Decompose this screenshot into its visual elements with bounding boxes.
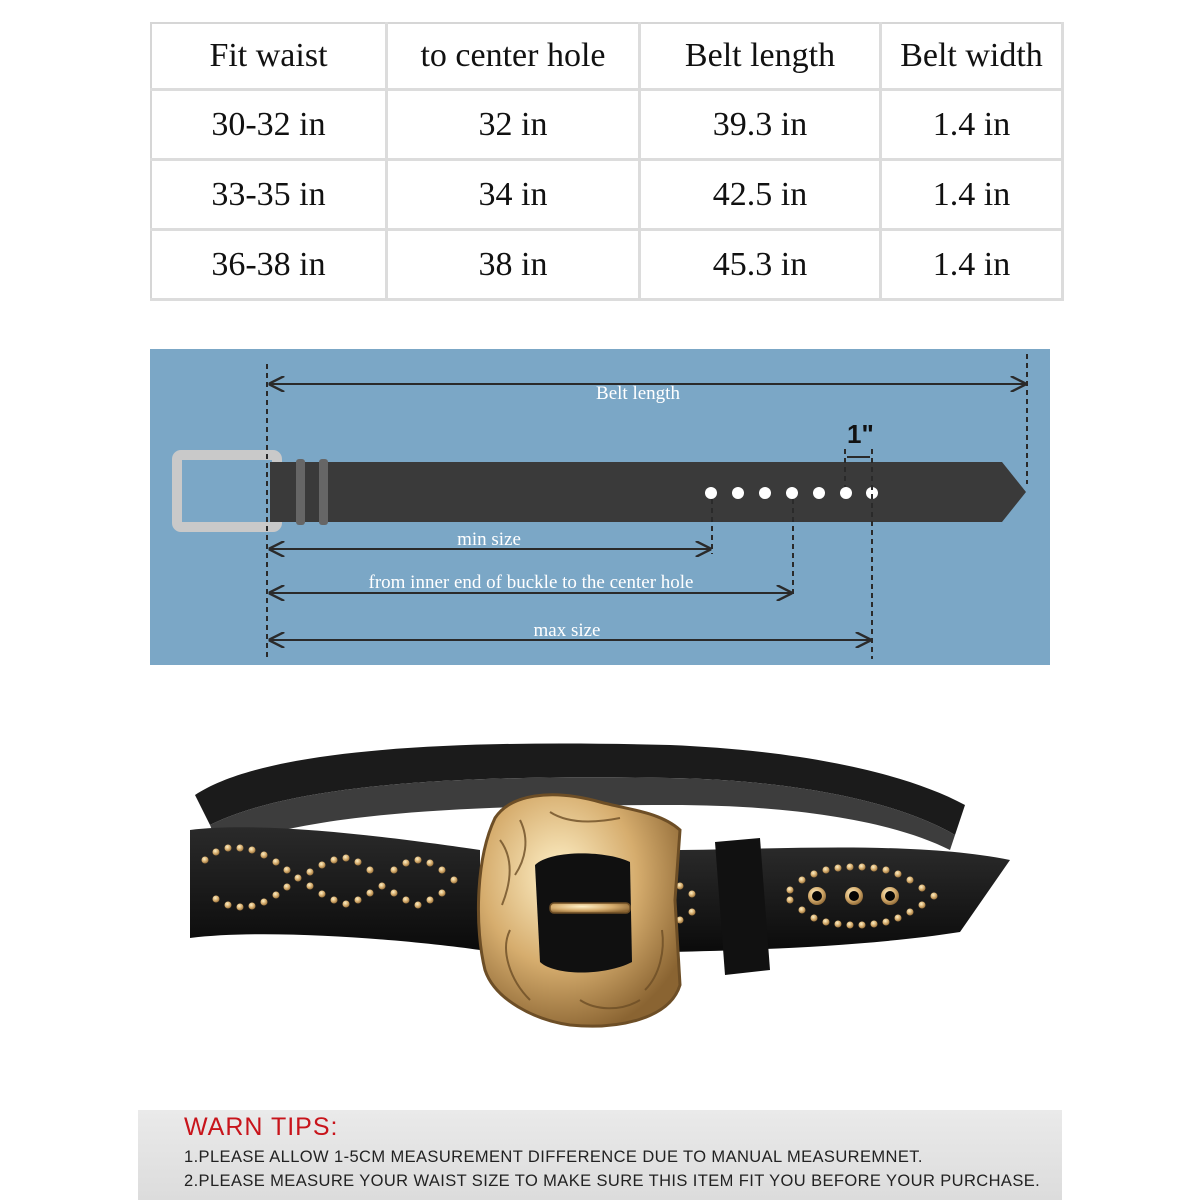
warn-tip-line: 2.PLEASE MEASURE YOUR WAIST SIZE TO MAKE SURE THIS ITEM FIT YOU BEFORE YOUR PURCHASE. — [184, 1172, 1041, 1190]
size-chart-table — [150, 22, 1064, 301]
header-belt-width: Belt width — [881, 23, 1063, 90]
header-belt-length: Belt length — [640, 23, 881, 90]
table-row — [151, 230, 1063, 300]
warn-tips-panel — [138, 1110, 1062, 1200]
center-hole-label: from inner end of buckle to the center hole — [368, 572, 694, 593]
max-size-label: max size — [533, 620, 601, 641]
belt-keeper-icon — [319, 459, 328, 525]
cell-belt-length: 45.3 in — [640, 230, 881, 300]
cell-belt-width: 1.4 in — [881, 160, 1063, 230]
cell-belt-length: 39.3 in — [640, 90, 881, 160]
belt-length-label: Belt length — [596, 383, 680, 404]
cell-fit-waist: 36-38 in — [151, 230, 387, 300]
belt-product-photo — [150, 700, 1050, 1100]
belt-keeper-icon — [296, 459, 305, 525]
warn-tips-title: WARN TIPS: — [184, 1113, 339, 1141]
cell-center-hole: 34 in — [387, 160, 640, 230]
table-row — [151, 160, 1063, 230]
table-row — [151, 90, 1063, 160]
warn-tip-line: 1.PLEASE ALLOW 1-5CM MEASUREMENT DIFFERENCE DUE TO MANUAL MEASUREMNET. — [184, 1148, 923, 1166]
table-header-row — [151, 23, 1063, 90]
cell-belt-length: 42.5 in — [640, 160, 881, 230]
cell-center-hole: 32 in — [387, 90, 640, 160]
cell-belt-width: 1.4 in — [881, 90, 1063, 160]
cell-belt-width: 1.4 in — [881, 230, 1063, 300]
min-size-label: min size — [457, 529, 521, 550]
belt-strap-icon — [270, 462, 1026, 522]
belt-measurement-diagram — [150, 349, 1050, 665]
cell-fit-waist: 33-35 in — [151, 160, 387, 230]
header-center-hole: to center hole — [387, 23, 640, 90]
studded-belt-icon — [150, 700, 1050, 1100]
hole-spacing-label: 1" — [847, 419, 874, 449]
cell-fit-waist: 30-32 in — [151, 90, 387, 160]
header-fit-waist: Fit waist — [151, 23, 387, 90]
cell-center-hole: 38 in — [387, 230, 640, 300]
buckle-frame-icon — [177, 455, 277, 527]
